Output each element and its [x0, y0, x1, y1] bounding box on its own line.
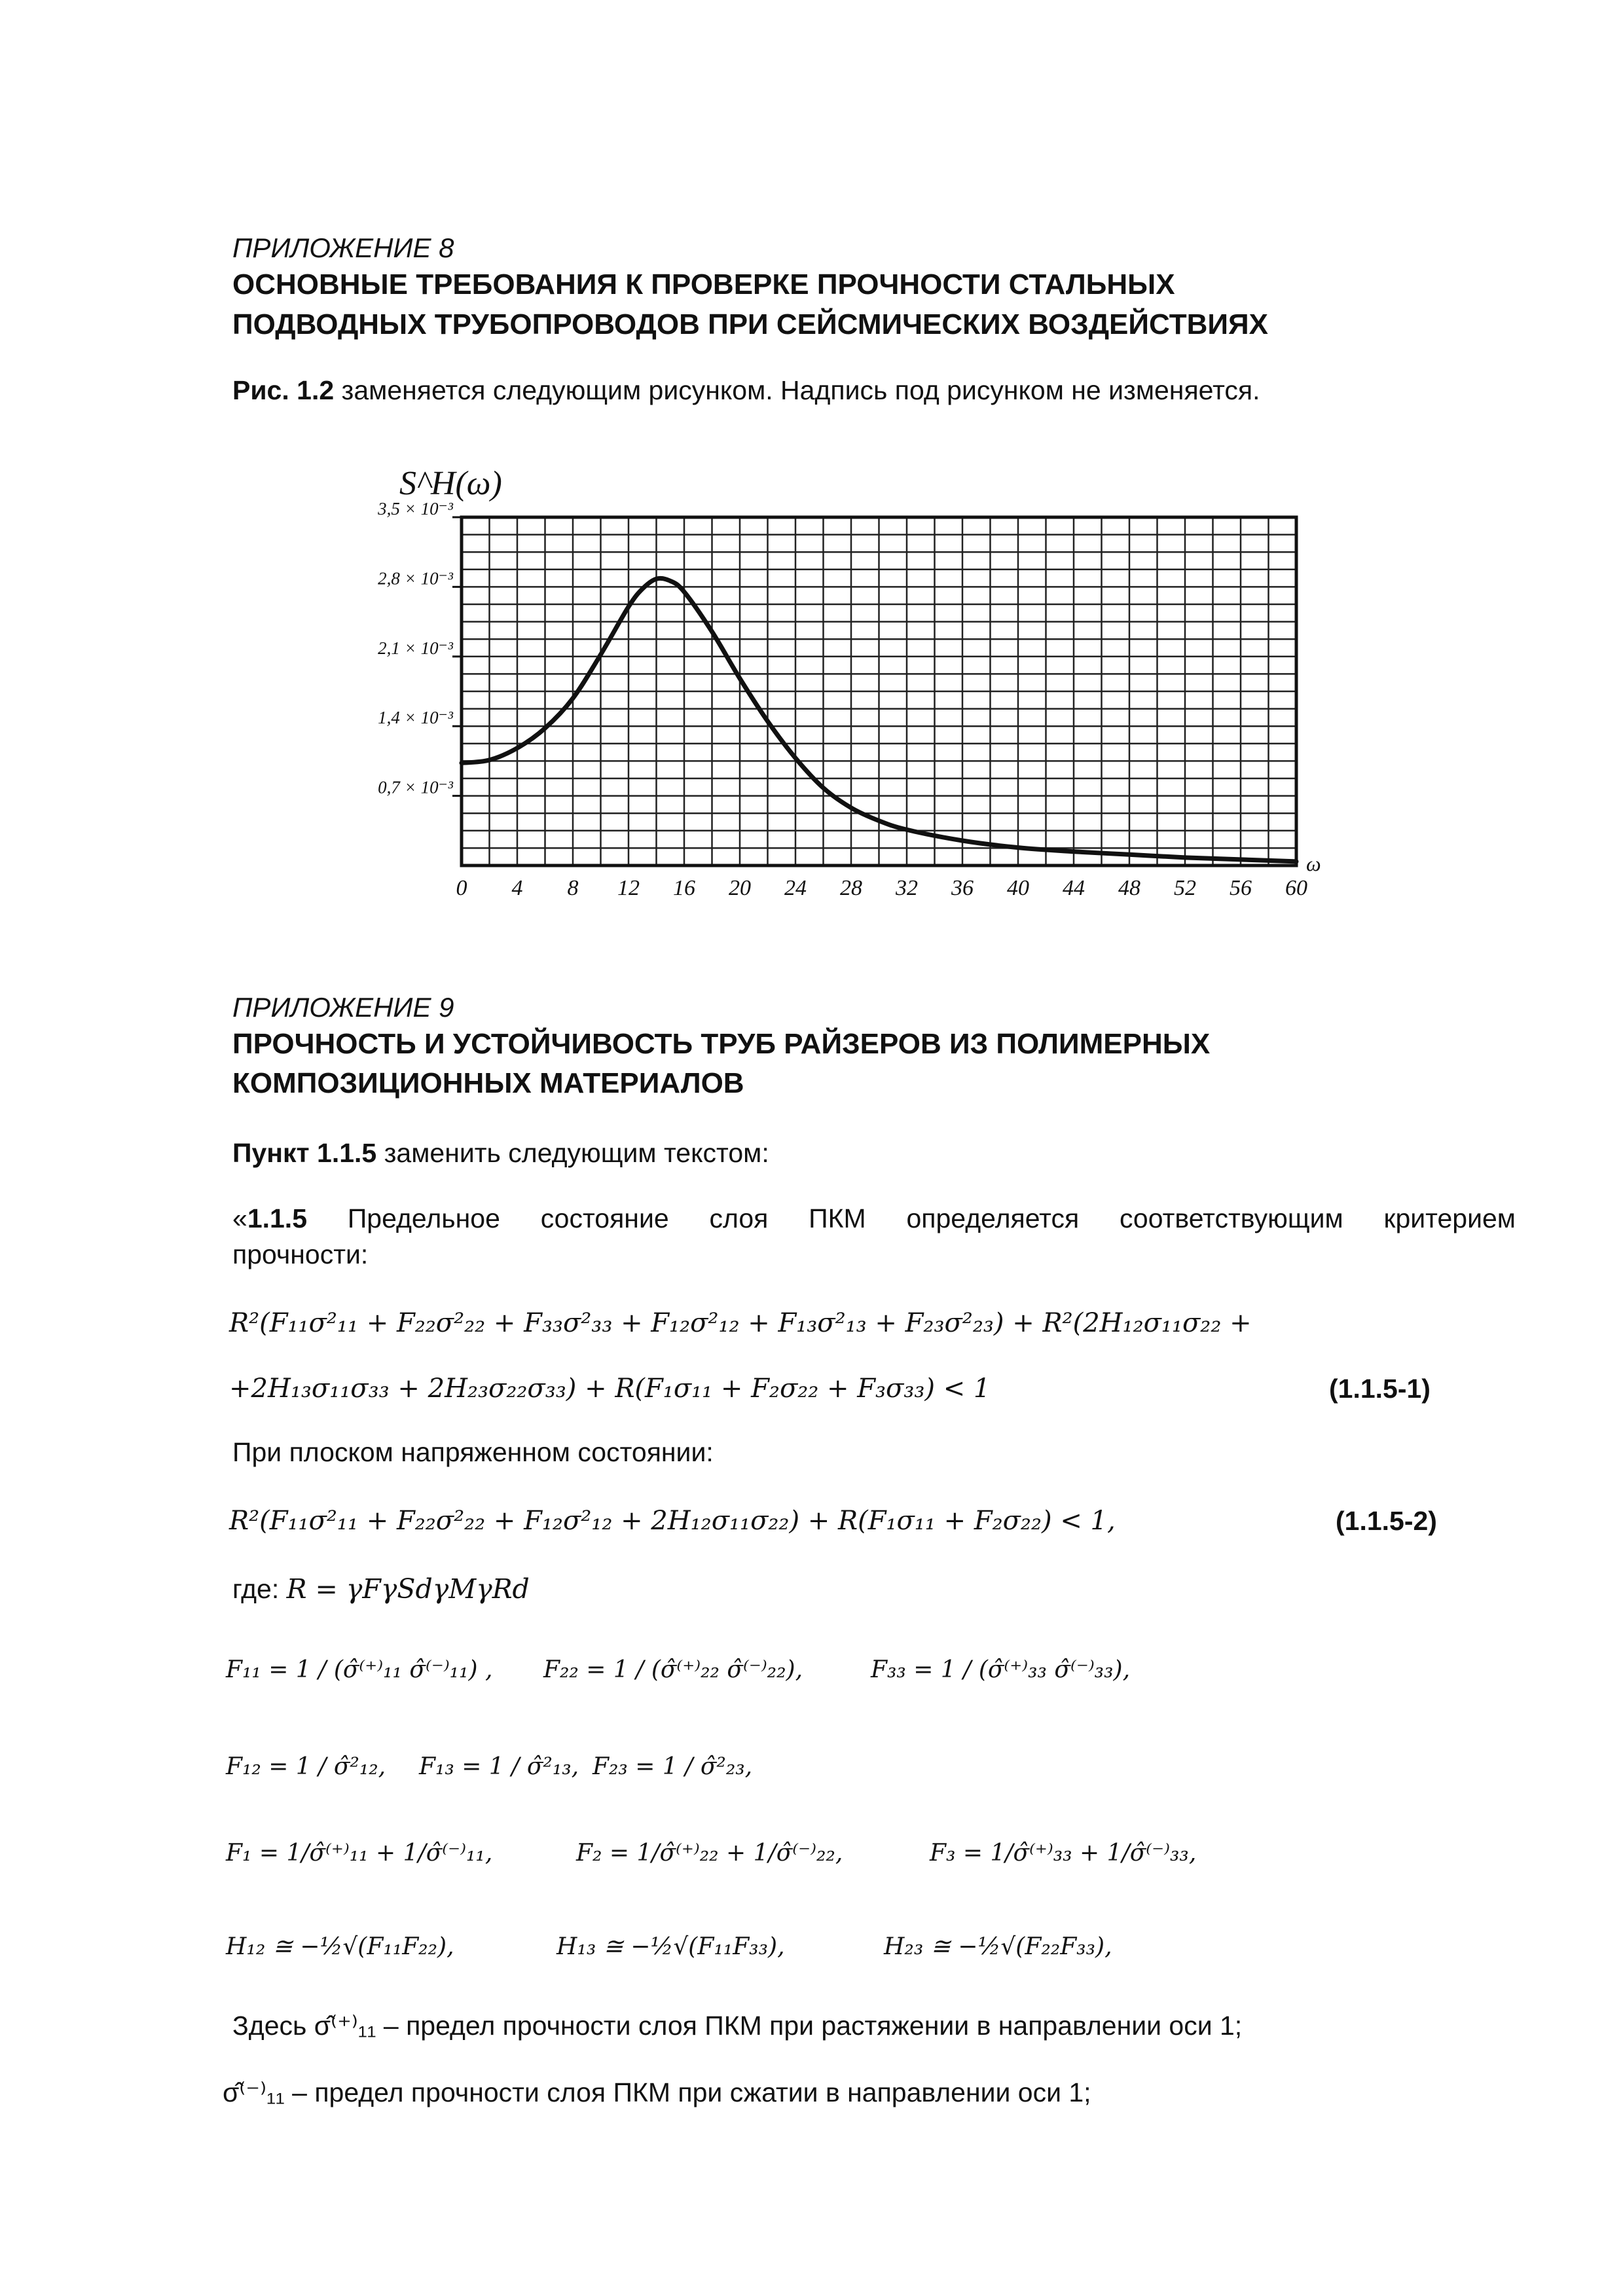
x-tick-label: 0 [456, 876, 467, 900]
equation-1-line2: +2H₁₃σ₁₁σ₃₃ + 2H₂₃σ₂₂σ₃₃) + R(F₁σ₁₁ + F₂σ₂₂ + F₃σ₃₃) < 1 [229, 1374, 991, 1404]
appendix-8-title-line1: ОСНОВНЫЕ ТРЕБОВАНИЯ К ПРОВЕРКЕ ПРОЧНОСТИ СТАЛЬНЫХ [232, 268, 1175, 301]
definition-line2 [223, 2077, 1091, 2108]
formula-f2: F₂ = 1/σ̂⁽⁺⁾₂₂ + 1/σ̂⁽⁻⁾₂₂, [576, 1840, 843, 1867]
equation-1-number: (1.1.5-1) [1329, 1374, 1431, 1404]
appendix-8-title-line2: ПОДВОДНЫХ ТРУБОПРОВОДОВ ПРИ СЕЙСМИЧЕСКИХ ВОЗДЕЙСТВИЯХ [232, 308, 1268, 340]
formula-h12: H₁₂ ≅ −½√(F₁₁F₂₂), [226, 1933, 454, 1960]
chart-grid [462, 517, 1296, 866]
figure-ref-text: заменяется следующим рисунком. Надпись под рисунком не изменяется. [334, 375, 1260, 405]
x-tick-label: 56 [1230, 876, 1252, 900]
appendix-9-title-line1: ПРОЧНОСТЬ И УСТОЙЧИВОСТЬ ТРУБ РАЙЗЕРОВ ИЗ ПОЛИМЕРНЫХ [232, 1028, 1211, 1060]
x-tick-label: 40 [1007, 876, 1029, 900]
formula-h13: H₁₃ ≅ −½√(F₁₁F₃₃), [556, 1933, 785, 1960]
x-tick-label: 36 [951, 876, 974, 900]
x-tick-label: 32 [896, 876, 918, 900]
equation-2: R²(F₁₁σ²₁₁ + F₂₂σ²₂₂ + F₁₂σ²₁₂ + 2H₁₂σ₁₁σ₂₂) + R(F₁σ₁₁ + F₂σ₂₂) < 1, [229, 1506, 1116, 1536]
item-open-quote: « [232, 1203, 247, 1233]
y-tick-label: 3,5 × 10⁻³ [378, 499, 453, 519]
y-axis-ticks [377, 499, 462, 797]
item-number: 1.1.5 [247, 1203, 308, 1233]
equation-1-line1: R²(F₁₁σ²₁₁ + F₂₂σ²₂₂ + F₃₃σ²₃₃ + F₁₂σ²₁₂ + F₁₃σ²₁₃ + F₂₃σ²₂₃) + R²(2H₁₂σ₁₁σ₂₂ + [229, 1308, 1252, 1338]
x-tick-label: 12 [617, 876, 640, 900]
y-tick-label: 0,7 × 10⁻³ [378, 777, 453, 797]
where-label: где: [232, 1574, 287, 1604]
definition-1-text: – предел прочности слоя ПКМ при растяжении в направлении оси 1; [376, 2011, 1243, 2041]
where-formula: R = γFγSdγMγRd [286, 1573, 530, 1605]
definition-2-symbol: σ̂⁽⁻⁾₁₁ [223, 2077, 285, 2107]
x-tick-label: 48 [1118, 876, 1140, 900]
y-axis-label: S^H(ω) [399, 465, 502, 502]
x-tick-label: 44 [1063, 876, 1085, 900]
item-paragraph-line2: прочности: [232, 1239, 369, 1269]
formula-f12: F₁₂ = 1 / σ̂²₁₂, [226, 1753, 386, 1780]
appendix-9-title-line2: КОМПОЗИЦИОННЫХ МАТЕРИАЛОВ [232, 1067, 744, 1099]
appendix-9-label: ПРИЛОЖЕНИЕ 9 [232, 992, 454, 1023]
figure-ref-bold: Рис. 1.2 [232, 375, 335, 405]
y-tick-label: 2,8 × 10⁻³ [378, 568, 453, 589]
x-tick-label: 4 [511, 876, 523, 900]
point-bold: Пункт 1.1.5 [232, 1138, 377, 1168]
plane-stress-text: При плоском напряженном состоянии: [232, 1437, 714, 1467]
x-tick-label: 52 [1174, 876, 1196, 900]
x-tick-label: 60 [1285, 876, 1307, 900]
point-text: заменить следующим текстом: [376, 1138, 769, 1168]
point-instruction [232, 1138, 769, 1169]
x-axis-label: ω [1306, 852, 1321, 875]
formula-f22: F₂₂ = 1 / (σ̂⁽⁺⁾₂₂ σ̂⁽⁻⁾₂₂), [543, 1656, 803, 1683]
x-tick-label: 28 [840, 876, 862, 900]
formula-f23: F₂₃ = 1 / σ̂²₂₃, [593, 1753, 753, 1780]
y-tick-label: 2,1 × 10⁻³ [378, 638, 453, 658]
equation-2-number: (1.1.5-2) [1336, 1506, 1437, 1536]
formula-h23: H₂₃ ≅ −½√(F₂₂F₃₃), [884, 1933, 1112, 1960]
formula-f1: F₁ = 1/σ̂⁽⁺⁾₁₁ + 1/σ̂⁽⁻⁾₁₁, [226, 1840, 493, 1867]
x-tick-label: 16 [673, 876, 695, 900]
x-tick-label: 24 [784, 876, 807, 900]
definition-1-symbol: Здесь σ̂⁽⁺⁾₁₁ [232, 2011, 376, 2041]
formula-f11: F₁₁ = 1 / (σ̂⁽⁺⁾₁₁ σ̂⁽⁻⁾₁₁) , [226, 1656, 493, 1683]
item-text-line1: Предельное состояние слоя ПКМ определяется соответствующим критерием [307, 1203, 1516, 1233]
item-paragraph-line1 [232, 1203, 1516, 1234]
x-tick-label: 20 [729, 876, 751, 900]
definition-2-text: – предел прочности слоя ПКМ при сжатии в направлении оси 1; [284, 2077, 1091, 2107]
x-axis-ticks [456, 876, 1308, 900]
formula-f13: F₁₃ = 1 / σ̂²₁₃, [419, 1753, 579, 1780]
appendix-8-label: ПРИЛОЖЕНИЕ 8 [232, 232, 454, 263]
spectrum-chart [0, 0, 1623, 930]
definition-line1 [232, 2010, 1242, 2041]
formula-f3: F₃ = 1/σ̂⁽⁺⁾₃₃ + 1/σ̂⁽⁻⁾₃₃, [930, 1840, 1197, 1867]
x-tick-label: 8 [567, 876, 579, 900]
y-tick-label: 1,4 × 10⁻³ [378, 708, 453, 728]
where-line [232, 1573, 530, 1605]
formula-f33: F₃₃ = 1 / (σ̂⁽⁺⁾₃₃ σ̂⁽⁻⁾₃₃), [871, 1656, 1131, 1683]
